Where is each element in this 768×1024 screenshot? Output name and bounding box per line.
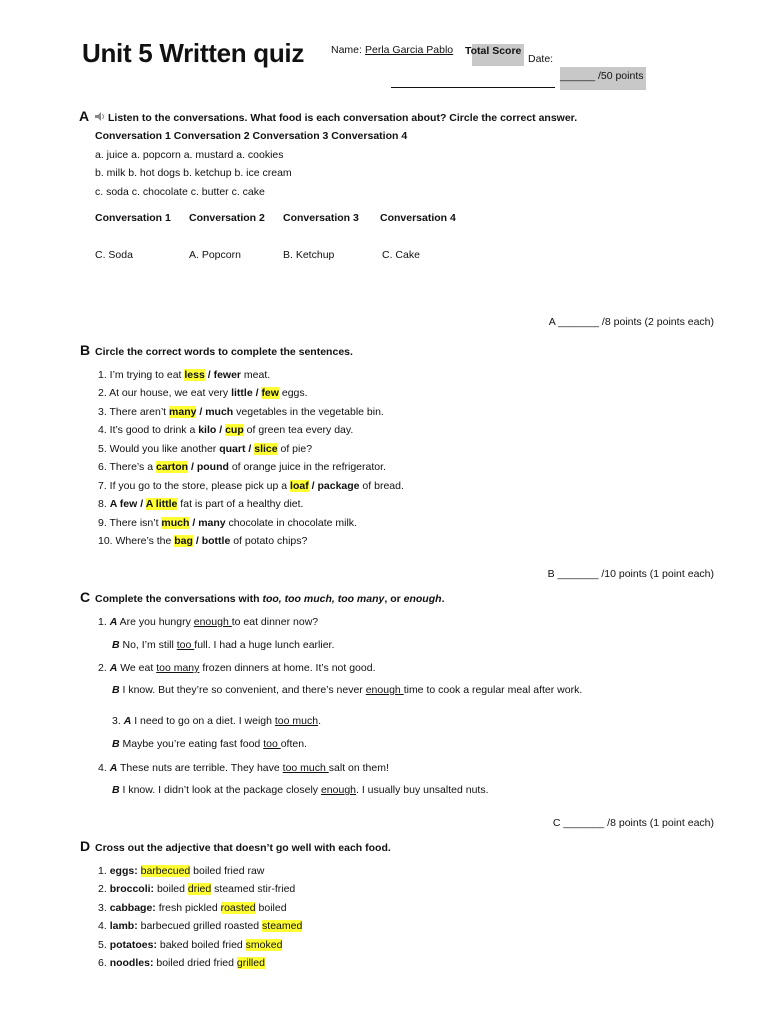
section-b-instruction: Circle the correct words to complete the sentences.	[95, 346, 353, 358]
conversation-line: B No, I’m still too full. I had a huge lunch earlier.	[112, 639, 335, 651]
section-a-instruction-row	[94, 111, 577, 124]
date-label: Date:	[528, 53, 554, 65]
item-text: 5. Would you like another	[98, 443, 220, 455]
section-c-letter: C	[80, 589, 91, 605]
section-d-letter: D	[80, 838, 91, 854]
item-text: eggs.	[278, 387, 308, 399]
answer-conversation-1: C. Soda	[95, 249, 133, 261]
list-item: 1. I’m trying to eat less / fewer meat.	[98, 369, 271, 381]
list-item: 7. If you go to the store, please pick up a loaf / package of bread.	[98, 480, 404, 492]
name-field[interactable]: Perla Garcia Pablo	[365, 44, 454, 56]
crossed-word[interactable]: smoked	[245, 939, 283, 951]
page-title: Unit 5 Written quiz	[82, 38, 305, 68]
section-a-instruction: Listen to the conversations. What food is each conversation about? Circle the correct answer.	[108, 112, 578, 124]
item-text: of potato chips?	[230, 535, 308, 547]
column-conversation-4: Conversation 4	[380, 212, 456, 224]
total-points: ______ /50 points	[560, 70, 644, 82]
name-label: Name:	[331, 44, 362, 56]
item-text: 10. Where’s the	[98, 535, 175, 547]
crossed-word[interactable]: roasted	[220, 902, 256, 914]
selected-word[interactable]: bag	[174, 535, 193, 547]
item-text: 9. There isn’t	[98, 517, 162, 529]
option-word[interactable]: fewer	[213, 369, 242, 381]
list-item: 3. cabbage: fresh pickled roasted boiled	[98, 902, 287, 914]
answer-conversation-4: C. Cake	[382, 249, 420, 261]
item-text: vegetables in the vegetable bin.	[233, 406, 384, 418]
item-text: 1. I’m trying to eat	[98, 369, 185, 381]
selected-word[interactable]: slice	[254, 443, 278, 455]
answer-blank[interactable]: too	[263, 738, 281, 750]
selected-word[interactable]: few	[261, 387, 279, 399]
total-score-label: Total Score	[465, 45, 522, 57]
selected-word[interactable]: less	[184, 369, 205, 381]
option-word[interactable]: much	[205, 406, 234, 418]
selected-word[interactable]: much	[161, 517, 190, 529]
option-word[interactable]: bottle	[201, 535, 231, 547]
list-item: 4. lamb: barbecued grilled roasted steamed	[98, 920, 303, 932]
item-text: of green tea every day.	[243, 424, 354, 436]
option-word[interactable]: kilo	[198, 424, 217, 436]
answer-blank[interactable]: too	[176, 639, 195, 651]
crossed-word[interactable]: barbecued	[140, 865, 191, 877]
item-text: 6. There’s a	[98, 461, 156, 473]
item-text: meat.	[241, 369, 271, 381]
answer-conversation-2: A. Popcorn	[189, 249, 241, 261]
section-c-instruction: Complete the conversations with too, too much, too many, or enough.	[95, 593, 445, 605]
item-text: chocolate in chocolate milk.	[225, 517, 357, 529]
list-item: 6. noodles: boiled dried fried grilled	[98, 957, 265, 969]
item-text: 2. At our house, we eat very	[98, 387, 232, 399]
option-word[interactable]: pound	[196, 461, 229, 473]
list-item: 2. At our house, we eat very little / few eggs.	[98, 387, 308, 399]
answer-blank[interactable]: enough	[365, 684, 404, 696]
crossed-word[interactable]: dried	[187, 883, 212, 895]
option-row-c: c. soda c. chocolate c. butter c. cake	[95, 186, 265, 198]
column-conversation-1: Conversation 1	[95, 212, 171, 224]
list-item: 8. A few / A little fat is part of a healthy diet.	[98, 498, 304, 510]
section-b-letter: B	[80, 342, 91, 358]
list-item: 10. Where’s the bag / bottle of potato chips?	[98, 535, 308, 547]
selected-word[interactable]: loaf	[290, 480, 309, 492]
list-item: 4. It’s good to drink a kilo / cup of green tea every day.	[98, 424, 354, 436]
selected-word[interactable]: many	[169, 406, 197, 418]
conversation-line: B I know. But they’re so convenient, and there’s never enough time to cook a regular meal after work.	[112, 684, 583, 696]
section-a-letter: A	[79, 108, 90, 124]
item-text: of orange juice in the refrigerator.	[228, 461, 386, 473]
section-d-instruction: Cross out the adjective that doesn’t go well with each food.	[95, 842, 391, 854]
selected-word[interactable]: carton	[155, 461, 189, 473]
conversation-line: 3. A I need to go on a diet. I weigh too much.	[112, 715, 322, 727]
conversation-header: Conversation 1 Conversation 2 Conversation 3 Conversation 4	[95, 130, 408, 142]
list-item: 6. There’s a carton / pound of orange juice in the refrigerator.	[98, 461, 386, 473]
section-a-score: A _______ /8 points (2 points each)	[548, 316, 714, 328]
option-word[interactable]: little	[231, 387, 253, 399]
conversation-line: 2. A We eat too many frozen dinners at home. It’s not good.	[98, 662, 376, 674]
item-text: 4. It’s good to drink a	[98, 424, 199, 436]
list-item: 9. There isn’t much / many chocolate in chocolate milk.	[98, 517, 357, 529]
date-field[interactable]	[391, 87, 555, 88]
option-word[interactable]: A few	[109, 498, 138, 510]
answer-blank[interactable]: too much	[274, 715, 319, 727]
crossed-word[interactable]: steamed	[262, 920, 303, 932]
answer-blank[interactable]: enough	[193, 616, 232, 628]
section-c-score: C _______ /8 points (1 point each)	[552, 817, 714, 829]
option-row-b: b. milk b. hot dogs b. ketchup b. ice cream	[95, 167, 292, 179]
selected-word[interactable]: cup	[225, 424, 244, 436]
option-row-a: a. juice a. popcorn a. mustard a. cookies	[95, 149, 284, 161]
item-text: 3. There aren’t	[98, 406, 170, 418]
list-item: 5. Would you like another quart / slice of pie?	[98, 443, 313, 455]
option-word[interactable]: package	[317, 480, 360, 492]
answer-blank[interactable]: too many	[156, 662, 200, 674]
list-item: 1. eggs: barbecued boiled fried raw	[98, 865, 265, 877]
column-conversation-3: Conversation 3	[283, 212, 359, 224]
column-conversation-2: Conversation 2	[189, 212, 265, 224]
speaker-icon[interactable]	[94, 111, 106, 122]
list-item: 5. potatoes: baked boiled fried smoked	[98, 939, 283, 951]
section-b-score: B _______ /10 points (1 point each)	[547, 568, 714, 580]
item-text: fat is part of a healthy diet.	[177, 498, 304, 510]
item-text: of bread.	[359, 480, 404, 492]
option-word[interactable]: many	[198, 517, 226, 529]
conversation-line: B I know. I didn’t look at the package closely enough. I usually buy unsalted nuts.	[112, 784, 489, 796]
crossed-word[interactable]: grilled	[236, 957, 265, 969]
answer-blank[interactable]: enough	[320, 784, 357, 796]
option-word[interactable]: quart	[219, 443, 246, 455]
selected-word[interactable]: A little	[145, 498, 178, 510]
conversation-line: 1. A Are you hungry enough to eat dinner now?	[98, 616, 319, 628]
answer-blank[interactable]: too much	[282, 762, 329, 774]
item-text: 8.	[98, 498, 110, 510]
item-text: of pie?	[277, 443, 313, 455]
answer-conversation-3: B. Ketchup	[283, 249, 335, 261]
conversation-line: 4. A These nuts are terrible. They have too much salt on them!	[98, 762, 389, 774]
list-item: 2. broccoli: boiled dried steamed stir-fried	[98, 883, 296, 895]
conversation-line: B Maybe you’re eating fast food too often.	[112, 738, 307, 750]
item-text: 7. If you go to the store, please pick up a	[98, 480, 291, 492]
list-item: 3. There aren’t many / much vegetables in the vegetable bin.	[98, 406, 384, 418]
